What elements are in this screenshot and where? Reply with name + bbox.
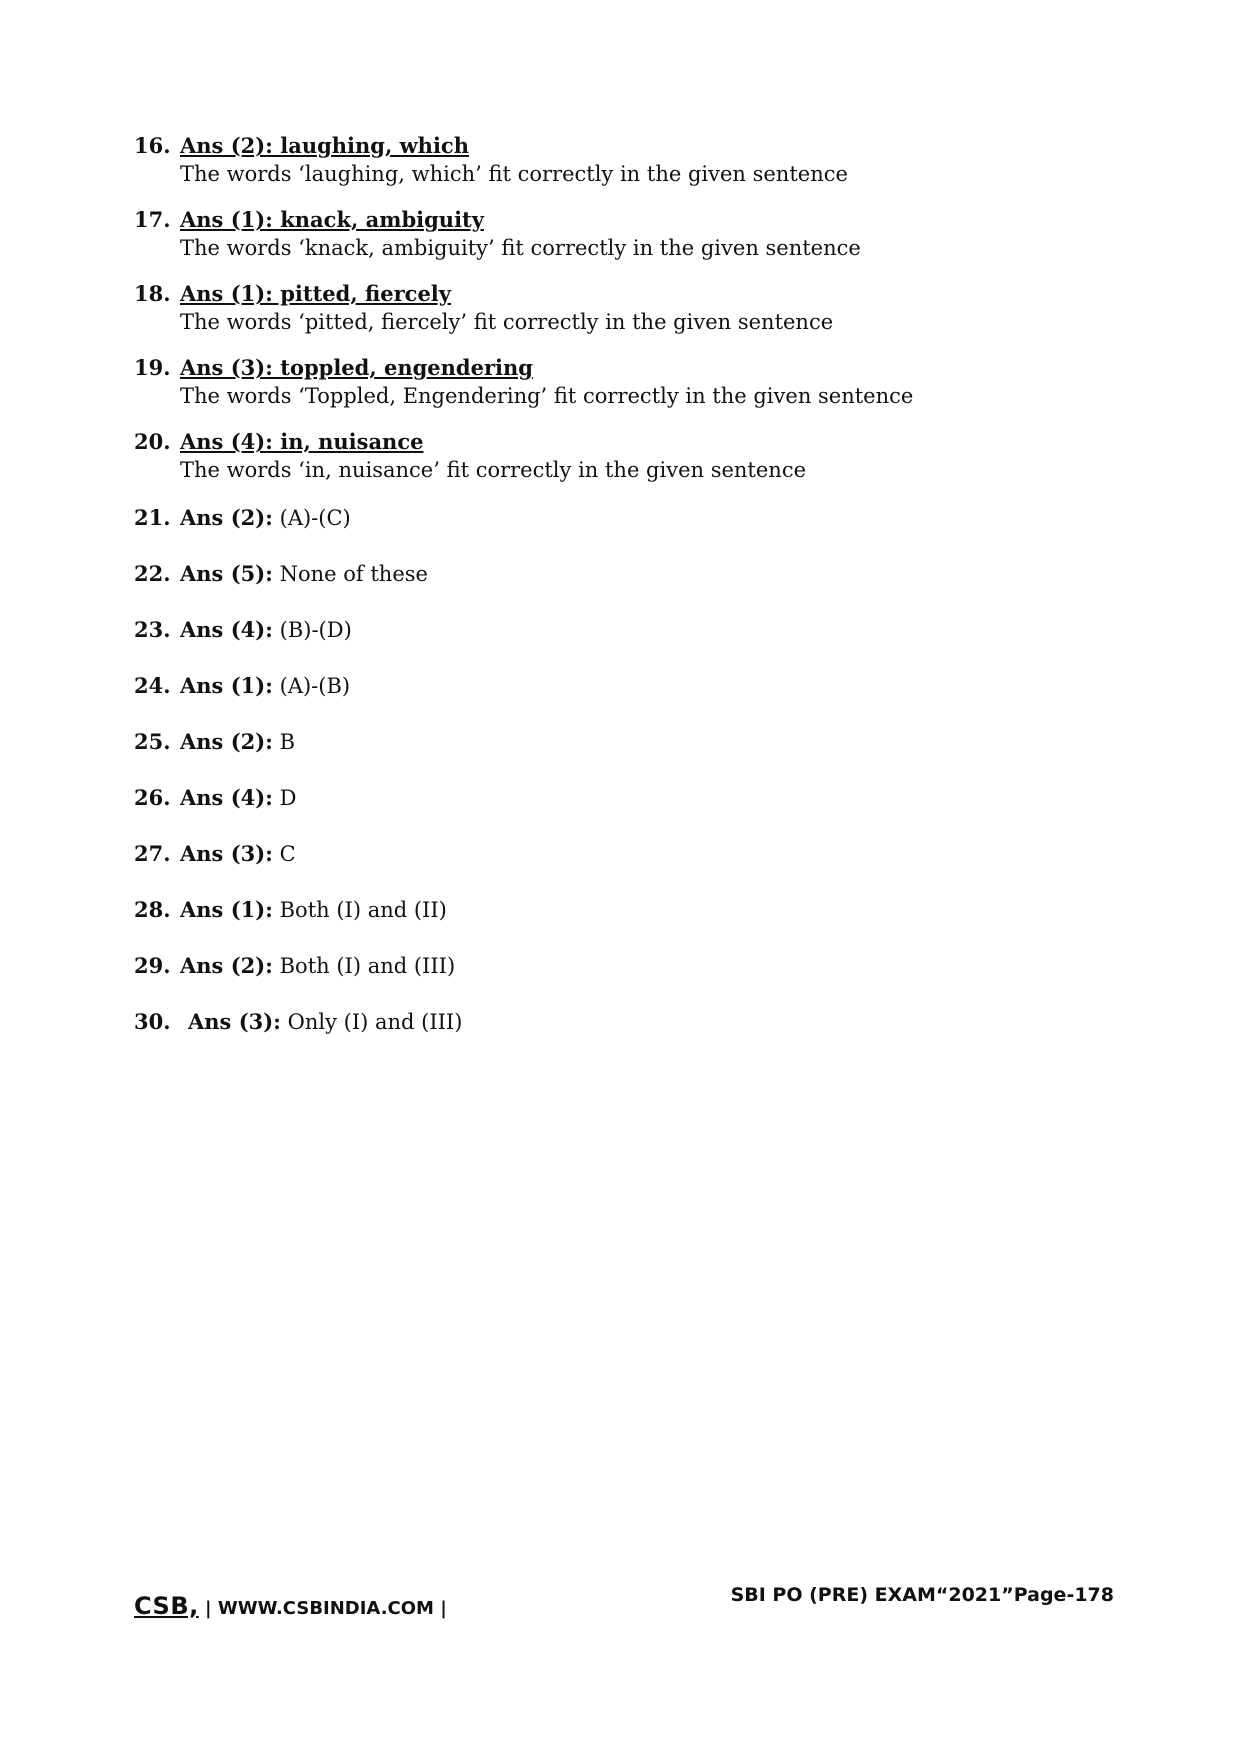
answer-value: D: [279, 786, 297, 810]
answer-entry: [134, 132, 1114, 184]
question-number: 18.: [134, 281, 171, 306]
answer-label: Ans (2):: [180, 729, 273, 754]
answer-entry: [134, 206, 1114, 258]
question-number: 16.: [134, 133, 171, 158]
answer-label: Ans (2):: [180, 953, 273, 978]
answer-list: [134, 132, 1114, 1036]
answer-entry: [134, 616, 1114, 644]
answer-value: (B)-(D): [279, 618, 352, 642]
answer-entry: [134, 560, 1114, 588]
answer-label: Ans (5):: [180, 561, 273, 586]
question-number: 21.: [134, 505, 171, 530]
answer-label: Ans (2):: [180, 505, 273, 530]
question-number: 26.: [134, 785, 171, 810]
answer-entry: [134, 952, 1114, 980]
answer-label: Ans (4):: [180, 785, 273, 810]
answer-label: Ans (4):: [180, 617, 273, 642]
footer-brand: [134, 1592, 447, 1620]
answer-entry: [134, 672, 1114, 700]
question-number: 19.: [134, 355, 171, 380]
question-number: 28.: [134, 897, 171, 922]
question-number: 25.: [134, 729, 171, 754]
answer-heading: Ans (3): toppled, engendering: [180, 355, 533, 380]
answer-explanation: The words ‘knack, ambiguity’ fit correctly in the given sentence: [180, 236, 861, 260]
question-number: 24.: [134, 673, 171, 698]
question-number: 29.: [134, 953, 171, 978]
answer-entry: [134, 896, 1114, 924]
answer-value: C: [279, 842, 296, 866]
answer-entry: [134, 840, 1114, 868]
answer-entry: [134, 784, 1114, 812]
csb-logo: CSB,: [134, 1592, 199, 1620]
answer-heading: Ans (4): in, nuisance: [180, 429, 424, 454]
question-number: 20.: [134, 429, 171, 454]
answer-explanation: The words ‘Toppled, Engendering’ fit correctly in the given sentence: [180, 384, 914, 408]
answer-explanation: The words ‘in, nuisance’ fit correctly in the given sentence: [180, 458, 807, 482]
exam-page-info: SBI PO (PRE) EXAM“2021”Page-178: [730, 1584, 1114, 1606]
question-number: 17.: [134, 207, 171, 232]
question-number: 22.: [134, 561, 171, 586]
answer-heading: Ans (1): pitted, fiercely: [180, 281, 451, 306]
answer-value: None of these: [279, 562, 428, 586]
answer-entry: [134, 504, 1114, 532]
answer-entry: [134, 428, 1114, 480]
answer-heading: Ans (1): knack, ambiguity: [180, 207, 484, 232]
answer-value: (A)-(C): [279, 506, 351, 530]
answer-value: (A)-(B): [279, 674, 351, 698]
answer-entry: [134, 1008, 1114, 1036]
answer-heading: Ans (2): laughing, which: [180, 133, 469, 158]
answer-explanation: The words ‘pitted, fiercely’ fit correctly in the given sentence: [180, 310, 834, 334]
answer-value: Both (I) and (II): [279, 898, 447, 922]
answer-value: Only (I) and (III): [287, 1010, 463, 1034]
answer-label: Ans (3):: [188, 1009, 281, 1034]
question-number: 23.: [134, 617, 171, 642]
answer-entry: [134, 280, 1114, 332]
answer-value: B: [279, 730, 296, 754]
answer-label: Ans (1):: [180, 897, 273, 922]
answer-entry: [134, 354, 1114, 406]
answer-value: Both (I) and (III): [279, 954, 456, 978]
page-footer: [134, 1580, 1114, 1620]
answer-label: Ans (1):: [180, 673, 273, 698]
answer-label: Ans (3):: [180, 841, 273, 866]
website-link[interactable]: | WWW.CSBINDIA.COM |: [198, 1598, 447, 1619]
answer-entry: [134, 728, 1114, 756]
question-number: 30.: [134, 1009, 171, 1034]
question-number: 27.: [134, 841, 171, 866]
answer-explanation: The words ‘laughing, which’ fit correctly in the given sentence: [180, 162, 848, 186]
